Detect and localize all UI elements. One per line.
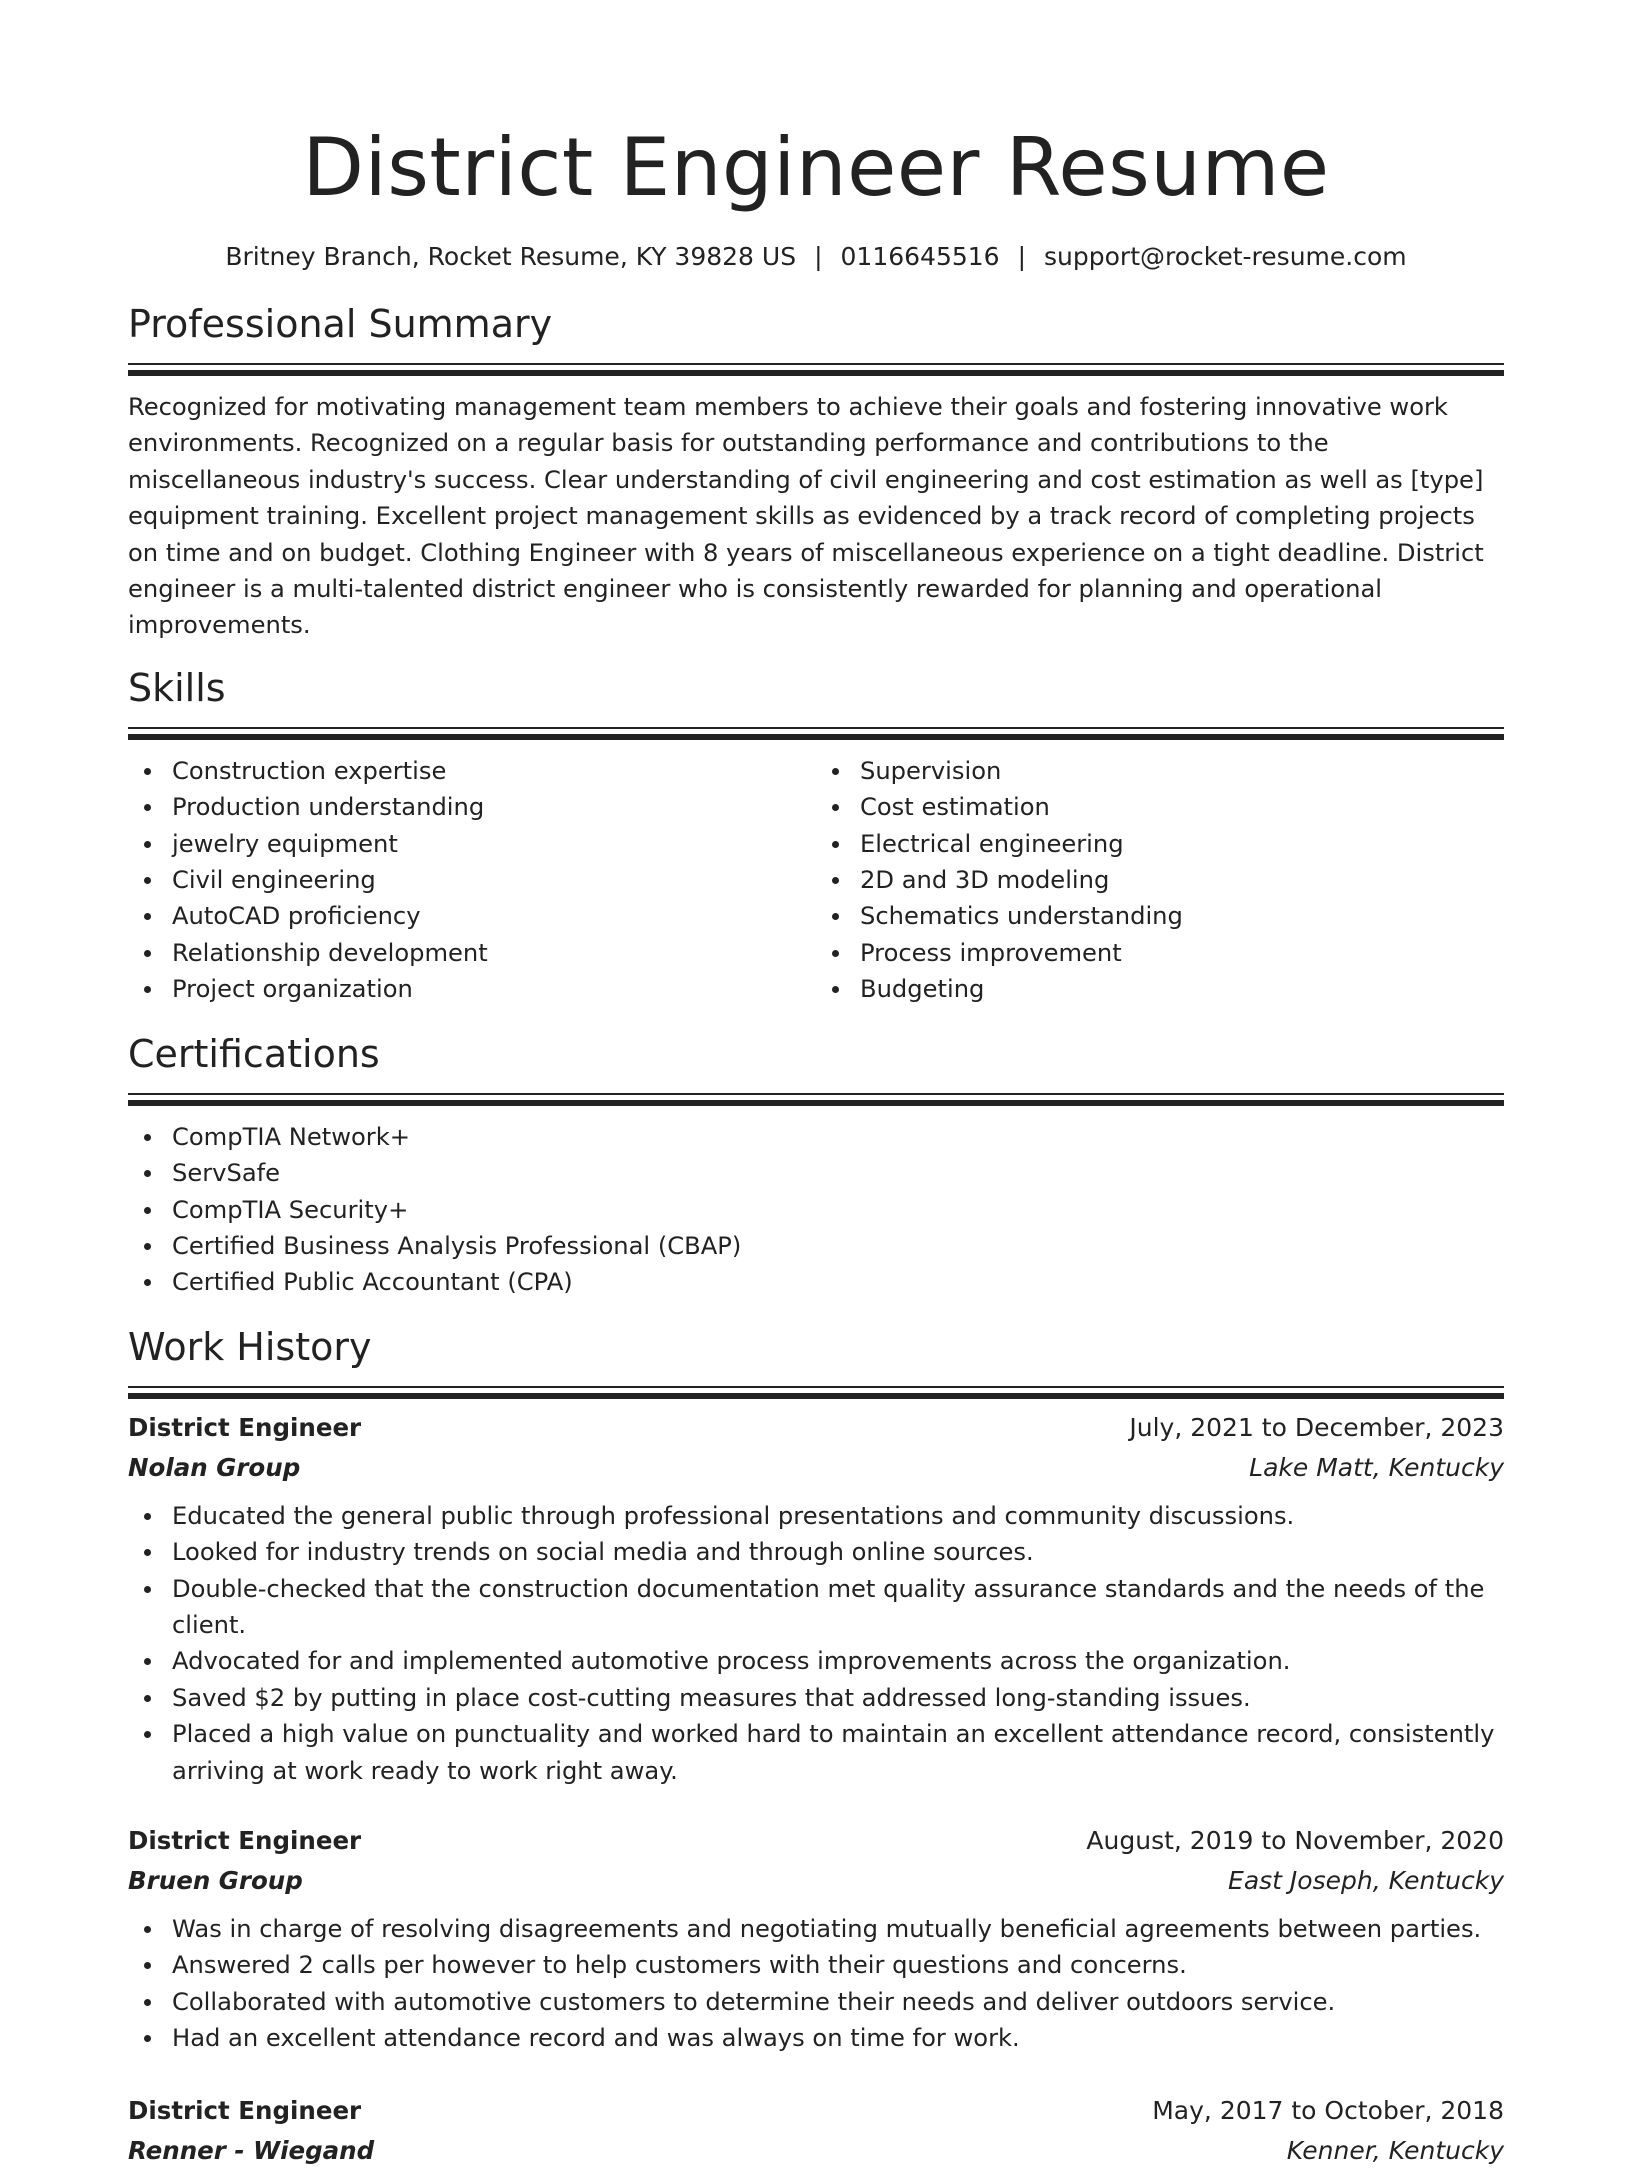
- skill-item: Electrical engineering: [860, 826, 1504, 862]
- certifications-heading: Certifications: [128, 1031, 380, 1076]
- job-company-row: [128, 1448, 1504, 1488]
- job-location: Lake Matt, Kentucky: [1249, 1452, 1504, 1482]
- job-bullets: [128, 1498, 1504, 1789]
- certifications-section: [128, 1030, 1504, 1301]
- contact-email: support@rocket-resume.com: [1044, 242, 1407, 271]
- job-dates: May, 2017 to October, 2018: [1152, 2095, 1504, 2125]
- section-divider: [128, 1386, 1504, 1398]
- skill-item: Project organization: [172, 971, 816, 1007]
- contact-phone: 0116645516: [840, 242, 1000, 271]
- job-bullet: Saved $2 by putting in place cost-cutting measures that addressed long-standing issues.: [172, 1680, 1504, 1716]
- skill-item: Budgeting: [860, 971, 1504, 1007]
- skills-heading: Skills: [128, 665, 226, 710]
- job-bullet: Had an excellent attendance record and was always on time for work.: [172, 2020, 1504, 2056]
- skill-item: AutoCAD proficiency: [172, 898, 816, 934]
- work-history-section: [128, 1323, 1504, 2171]
- job-company-row: [128, 1861, 1504, 1901]
- job-entry: [128, 1821, 1504, 2057]
- job-title: District Engineer: [128, 1412, 362, 1442]
- contact-separator: |: [1017, 242, 1027, 271]
- job-bullet: Double-checked that the construction documentation met quality assurance standards and the needs of the client.: [172, 1571, 1504, 1644]
- certifications-list: [128, 1119, 1504, 1301]
- skill-item: Supervision: [860, 753, 1504, 789]
- certification-item: CompTIA Security+: [172, 1192, 1504, 1228]
- skill-item: Relationship development: [172, 935, 816, 971]
- skill-item: Cost estimation: [860, 789, 1504, 825]
- contact-separator: |: [814, 242, 823, 271]
- job-company-row: [128, 2131, 1504, 2171]
- section-divider: [128, 363, 1504, 375]
- job-bullet: Advocated for and implemented automotive process improvements across the organization.: [172, 1643, 1504, 1679]
- certification-item: CompTIA Network+: [172, 1119, 1504, 1155]
- job-bullet: Answered 2 calls per however to help customers with their questions and concerns.: [172, 1947, 1504, 1983]
- job-entry: [128, 1408, 1504, 1789]
- job-title: District Engineer: [128, 2095, 362, 2125]
- certification-item: Certified Public Accountant (CPA): [172, 1264, 1504, 1300]
- skill-item: Construction expertise: [172, 753, 816, 789]
- skill-item: Process improvement: [860, 935, 1504, 971]
- skill-item: Schematics understanding: [860, 898, 1504, 934]
- section-divider: [128, 1093, 1504, 1105]
- job-company: Bruen Group: [128, 1865, 303, 1895]
- contact-line: [128, 240, 1504, 274]
- contact-address: Britney Branch, Rocket Resume, KY 39828 US: [225, 242, 797, 271]
- skills-list-right: [816, 753, 1504, 1008]
- job-title: District Engineer: [128, 1825, 362, 1855]
- summary-section: [128, 300, 1504, 644]
- work-history-heading: Work History: [128, 1324, 372, 1369]
- skill-item: jewelry equipment: [172, 826, 816, 862]
- job-entry: [128, 2091, 1504, 2171]
- skill-item: 2D and 3D modeling: [860, 862, 1504, 898]
- job-header-row: [128, 1821, 1504, 1861]
- job-header-row: [128, 2091, 1504, 2131]
- job-company: Renner - Wiegand: [128, 2135, 375, 2165]
- skill-item: Civil engineering: [172, 862, 816, 898]
- skills-grid: [128, 753, 1504, 1008]
- skills-column-right: [816, 753, 1504, 1008]
- job-bullet: Educated the general public through professional presentations and community discussions.: [172, 1498, 1504, 1534]
- skills-list-left: [128, 753, 816, 1008]
- job-bullet: Was in charge of resolving disagreements and negotiating mutually beneficial agreements between parties.: [172, 1911, 1504, 1947]
- skills-column-left: [128, 753, 816, 1008]
- job-dates: August, 2019 to November, 2020: [1086, 1825, 1504, 1855]
- certification-item: Certified Business Analysis Professional (CBAP): [172, 1228, 1504, 1264]
- page-title: District Engineer Resume: [302, 121, 1330, 214]
- job-company: Nolan Group: [128, 1452, 301, 1482]
- job-bullet: Placed a high value on punctuality and worked hard to maintain an excellent attendance record, consistently arriving at work ready to work right away.: [172, 1716, 1504, 1789]
- job-bullet: Collaborated with automotive customers to determine their needs and deliver outdoors service.: [172, 1984, 1504, 2020]
- skill-item: Production understanding: [172, 789, 816, 825]
- skills-section: [128, 664, 1504, 1008]
- job-dates: July, 2021 to December, 2023: [1129, 1412, 1504, 1442]
- summary-text: Recognized for motivating management team members to achieve their goals and fostering innovative work environments. Recognized on a regular basis for outstanding performance and contributions to the miscellaneous industry's success. Clear understanding of civil engineering and cost estimation as well as [type] equipment training. Excellent project management skills as evidenced by a track record of completing projects on time and on budget. Clothing Engineer with 8 years of miscellaneous experience on a tight deadline. District engineer is a multi-talented district engineer who is consistently rewarded for planning and operational improvements.: [128, 393, 1484, 640]
- job-bullets: [128, 1911, 1504, 2057]
- job-header-row: [128, 1408, 1504, 1448]
- section-divider: [128, 727, 1504, 739]
- certification-item: ServSafe: [172, 1155, 1504, 1191]
- job-location: Kenner, Kentucky: [1286, 2135, 1504, 2165]
- job-location: East Joseph, Kentucky: [1228, 1865, 1504, 1895]
- job-bullet: Looked for industry trends on social media and through online sources.: [172, 1534, 1504, 1570]
- summary-heading: Professional Summary: [128, 302, 553, 346]
